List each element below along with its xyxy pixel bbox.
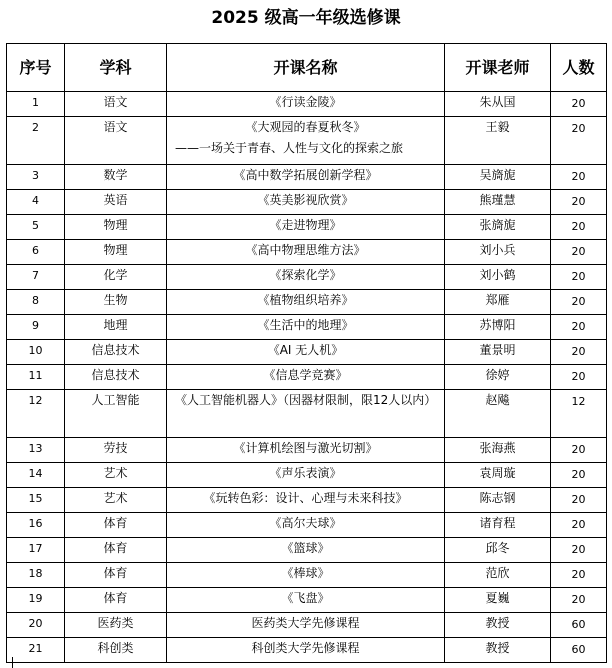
course-name-cell [167, 513, 445, 538]
enrollment-count-cell: 20 [551, 315, 607, 340]
course-name-cell [167, 488, 445, 513]
teacher-cell: 董景明 [445, 340, 551, 365]
teacher-cell: 范欣 [445, 563, 551, 588]
teacher-cell: 王毅 [445, 117, 551, 165]
course-table [6, 43, 607, 663]
subject-cell: 物理 [65, 240, 167, 265]
row-number-cell: 6 [7, 240, 65, 265]
enrollment-count-cell: 60 [551, 613, 607, 638]
row-number-cell: 12 [7, 390, 65, 438]
course-name: 《声乐表演》 [269, 466, 342, 480]
course-name-cell [167, 265, 445, 290]
course-name-cell [167, 638, 445, 663]
course-name: 《走进物理》 [269, 218, 342, 232]
table-row [7, 340, 607, 365]
course-name: 《飞盘》 [281, 591, 330, 605]
header-subject: 学科 [65, 44, 167, 92]
subject-cell: 信息技术 [65, 340, 167, 365]
subject-cell: 人工智能 [65, 390, 167, 438]
course-name-cell [167, 290, 445, 315]
row-number-cell: 11 [7, 365, 65, 390]
row-number-cell: 14 [7, 463, 65, 488]
teacher-cell: 教授 [445, 638, 551, 663]
course-name: 科创类大学先修课程 [251, 641, 360, 655]
course-name-cell [167, 117, 445, 165]
teacher-cell: 刘小兵 [445, 240, 551, 265]
table-row [7, 190, 607, 215]
course-name-cell [167, 538, 445, 563]
subject-cell: 语文 [65, 92, 167, 117]
subject-cell: 化学 [65, 265, 167, 290]
course-name: 《玩转色彩：设计、心理与未来科技》 [203, 491, 408, 505]
course-subtitle: ——一场关于青春、人性与文化的探索之旅 [175, 141, 404, 155]
table-row [7, 240, 607, 265]
enrollment-count-cell: 20 [551, 215, 607, 240]
enrollment-count-cell: 20 [551, 290, 607, 315]
table-row [7, 265, 607, 290]
enrollment-count-cell: 20 [551, 563, 607, 588]
enrollment-count-cell: 20 [551, 165, 607, 190]
course-name: 《篮球》 [281, 541, 330, 555]
page-title: 2025 级高一年级选修课 [211, 8, 401, 28]
course-name: 《探索化学》 [269, 268, 342, 282]
table-row [7, 365, 607, 390]
course-name-cell [167, 340, 445, 365]
teacher-cell: 郑雁 [445, 290, 551, 315]
table-row [7, 613, 607, 638]
subject-cell: 体育 [65, 538, 167, 563]
row-number-cell: 18 [7, 563, 65, 588]
course-name: 《人工智能机器人》（因器材限制，限12人以内） [175, 393, 437, 407]
teacher-cell: 苏博阳 [445, 315, 551, 340]
row-number-cell: 2 [7, 117, 65, 165]
course-name: 《计算机绘图与激光切割》 [233, 441, 378, 455]
enrollment-count-cell: 20 [551, 240, 607, 265]
table-header-row [7, 44, 607, 92]
subject-cell: 劳技 [65, 438, 167, 463]
enrollment-count-cell: 20 [551, 92, 607, 117]
row-number-cell: 3 [7, 165, 65, 190]
course-name-cell [167, 365, 445, 390]
course-name: 《信息学竞赛》 [263, 368, 348, 382]
course-name: 《高中物理思维方法》 [245, 243, 366, 257]
subject-cell: 英语 [65, 190, 167, 215]
enrollment-count-cell: 20 [551, 117, 607, 165]
enrollment-count-cell: 20 [551, 538, 607, 563]
row-number-cell: 17 [7, 538, 65, 563]
course-name-cell [167, 390, 445, 438]
row-number-cell: 15 [7, 488, 65, 513]
teacher-cell: 吴旖旎 [445, 165, 551, 190]
table-row [7, 92, 607, 117]
row-number-cell: 20 [7, 613, 65, 638]
subject-cell: 体育 [65, 588, 167, 613]
table-body [7, 92, 607, 663]
teacher-cell: 诸育程 [445, 513, 551, 538]
course-name: 《生活中的地理》 [257, 318, 354, 332]
header-count: 人数 [551, 44, 607, 92]
course-name: 医药类大学先修课程 [251, 616, 360, 630]
subject-cell: 体育 [65, 513, 167, 538]
teacher-cell: 陈志钢 [445, 488, 551, 513]
table-row [7, 390, 607, 438]
table-row [7, 215, 607, 240]
row-number-cell: 5 [7, 215, 65, 240]
table-row [7, 588, 607, 613]
row-number-cell: 4 [7, 190, 65, 215]
teacher-cell: 徐婷 [445, 365, 551, 390]
subject-cell: 艺术 [65, 488, 167, 513]
course-name-cell [167, 92, 445, 117]
teacher-cell: 教授 [445, 613, 551, 638]
subject-cell: 医药类 [65, 613, 167, 638]
table-row [7, 463, 607, 488]
table-row [7, 165, 607, 190]
course-name: 《植物组织培养》 [257, 293, 354, 307]
enrollment-count-cell: 12 [551, 390, 607, 438]
teacher-cell: 袁周璇 [445, 463, 551, 488]
row-number-cell: 16 [7, 513, 65, 538]
table-row [7, 117, 607, 165]
row-number-cell: 13 [7, 438, 65, 463]
teacher-cell: 朱从国 [445, 92, 551, 117]
course-name: 《AI 无人机》 [267, 343, 344, 357]
course-name: 《大观园的春夏秋冬》 [245, 120, 366, 134]
enrollment-count-cell: 60 [551, 638, 607, 663]
enrollment-count-cell: 20 [551, 463, 607, 488]
subject-cell: 艺术 [65, 463, 167, 488]
course-name-cell [167, 215, 445, 240]
course-name-cell [167, 613, 445, 638]
teacher-cell: 夏巍 [445, 588, 551, 613]
table-row [7, 563, 607, 588]
table-row [7, 438, 607, 463]
enrollment-count-cell: 20 [551, 365, 607, 390]
enrollment-count-cell: 20 [551, 340, 607, 365]
table-row [7, 638, 607, 663]
teacher-cell: 张旖旎 [445, 215, 551, 240]
row-number-cell: 8 [7, 290, 65, 315]
row-number-cell: 1 [7, 92, 65, 117]
header-teacher: 开课老师 [445, 44, 551, 92]
header-course: 开课名称 [167, 44, 445, 92]
course-name: 《行读金陵》 [269, 95, 342, 109]
course-name-cell [167, 315, 445, 340]
table-row [7, 290, 607, 315]
subject-cell: 体育 [65, 563, 167, 588]
subject-cell: 物理 [65, 215, 167, 240]
course-name: 《棒球》 [281, 566, 330, 580]
subject-cell: 语文 [65, 117, 167, 165]
table-row [7, 315, 607, 340]
course-name-cell [167, 438, 445, 463]
course-name-cell [167, 240, 445, 265]
teacher-cell: 赵飚 [445, 390, 551, 438]
course-name-cell [167, 190, 445, 215]
row-number-cell: 9 [7, 315, 65, 340]
row-number-cell: 10 [7, 340, 65, 365]
teacher-cell: 熊瑾慧 [445, 190, 551, 215]
row-number-cell: 21 [7, 638, 65, 663]
row-number-cell: 7 [7, 265, 65, 290]
course-name-cell [167, 463, 445, 488]
table-row [7, 513, 607, 538]
enrollment-count-cell: 20 [551, 488, 607, 513]
row-number-cell: 19 [7, 588, 65, 613]
course-name-cell [167, 588, 445, 613]
header-no: 序号 [7, 44, 65, 92]
subject-cell: 数学 [65, 165, 167, 190]
course-name-cell [167, 165, 445, 190]
enrollment-count-cell: 20 [551, 265, 607, 290]
page-edge-mark [12, 657, 13, 668]
teacher-cell: 刘小鹤 [445, 265, 551, 290]
enrollment-count-cell: 20 [551, 513, 607, 538]
course-name: 《高尔夫球》 [269, 516, 342, 530]
subject-cell: 地理 [65, 315, 167, 340]
course-name-cell [167, 563, 445, 588]
teacher-cell: 邱冬 [445, 538, 551, 563]
table-row [7, 538, 607, 563]
teacher-cell: 张海燕 [445, 438, 551, 463]
table-row [7, 488, 607, 513]
course-name: 《英美影视欣赏》 [257, 193, 354, 207]
enrollment-count-cell: 20 [551, 438, 607, 463]
subject-cell: 生物 [65, 290, 167, 315]
enrollment-count-cell: 20 [551, 588, 607, 613]
enrollment-count-cell: 20 [551, 190, 607, 215]
course-name: 《高中数学拓展创新学程》 [233, 168, 378, 182]
subject-cell: 信息技术 [65, 365, 167, 390]
subject-cell: 科创类 [65, 638, 167, 663]
